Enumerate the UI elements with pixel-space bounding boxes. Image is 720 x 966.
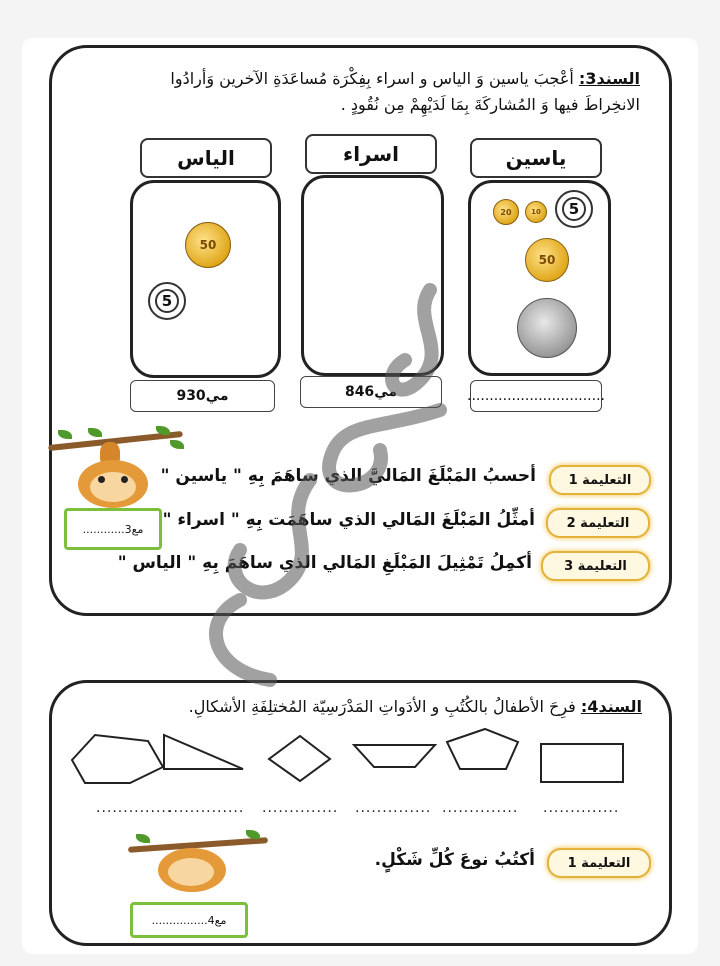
coin-5-value: 5 — [155, 289, 179, 313]
shape-answer-blank[interactable]: .............. — [168, 800, 245, 816]
criterion-4-sign — [130, 902, 248, 938]
pentagon-irregular-shape — [72, 735, 163, 783]
coin-5-icon — [148, 282, 186, 320]
criterion-3-sign — [64, 508, 162, 550]
section-3-line-2: الانخِراطَ فيها وَ المُشاركَةَ بِمَا لَدَيْهِمْ مِن نُقُودٍ . — [340, 95, 640, 114]
section-4-sentence: فرِحَ الأطفالُ بالكُتُبِ و الأدَواتِ المَدْرَسِيّة المُختلِفَةِ الأشكالِ. — [188, 697, 576, 716]
coin-1-dinar-icon — [517, 298, 577, 358]
section-3-text — [80, 66, 640, 118]
shape-answer-blank[interactable]: .............. — [442, 800, 519, 816]
coin-50-icon: 50 — [525, 238, 569, 282]
instruction-4-1-badge: التعليمة 1 — [547, 848, 651, 878]
amount-box-israa: 846مي — [300, 376, 442, 408]
shape-answer-blank[interactable]: .............. — [96, 800, 173, 816]
coin-5-value: 5 — [562, 197, 586, 221]
section-4-label: السند4: — [580, 697, 642, 716]
instruction-4-1-text: أكتُبُ نوعَ كُلِّ شَكْلٍ. — [374, 850, 535, 870]
name-box-israa: اسراء — [305, 134, 437, 174]
instruction-3-1-text: أحسبُ المَبْلَغَ المَاليَّ الذي ساهَمَ بِهِ " ياسين " — [160, 466, 536, 486]
amount-box-yassine: ............................... — [470, 380, 602, 412]
coin-10-icon: 10 — [525, 201, 547, 223]
instruction-3-1-badge: التعليمة 1 — [549, 465, 651, 495]
coin-50-icon: 50 — [185, 222, 231, 268]
criterion-3-label: مع3 — [124, 522, 144, 536]
criterion-4-label: مع4 — [207, 913, 227, 927]
instruction-3-2-badge: التعليمة 2 — [546, 508, 650, 538]
shapes-row — [60, 725, 640, 795]
rhombus-shape — [269, 736, 330, 781]
name-box-yassine: ياسين — [470, 138, 602, 178]
shape-answer-blank[interactable]: .............. — [262, 800, 339, 816]
section-3-label: السند3: — [578, 69, 640, 88]
amount-box-elias: 930مي — [130, 380, 275, 412]
shape-answer-blank[interactable]: .............. — [355, 800, 432, 816]
wallet-israa — [301, 175, 444, 376]
section-4-text — [82, 697, 642, 716]
criterion-4-blank: ................ — [151, 913, 208, 927]
shape-answer-blank[interactable]: .............. — [543, 800, 620, 816]
criterion-3-blank: ............ — [82, 522, 125, 536]
right-triangle-shape — [164, 735, 243, 769]
rectangle-shape — [541, 744, 623, 782]
coin-5-icon — [555, 190, 593, 228]
name-box-elias: الياس — [140, 138, 272, 178]
instruction-3-3-text: أكمِلُ تَمْثِيلَ المَبْلَغِ المَالي الذي ساهَمَ بِهِ " الياس " — [117, 553, 532, 573]
pentagon-shape — [447, 729, 518, 769]
section-3-line-1: أعْجبَ ياسين وَ الياس و اسراء بِفِكْرَة مُساعَدَةِ الآخرين وَأرادُوا — [170, 69, 574, 88]
trapezoid-shape — [354, 745, 435, 767]
wallet-elias — [130, 180, 281, 378]
coin-20-icon: 20 — [493, 199, 519, 225]
instruction-3-2-text: أمثِّلُ المَبْلَغَ المَالي الذي ساهَمَت بِهِ " اسراء " — [162, 510, 535, 530]
instruction-3-3-badge: التعليمة 3 — [541, 551, 650, 581]
